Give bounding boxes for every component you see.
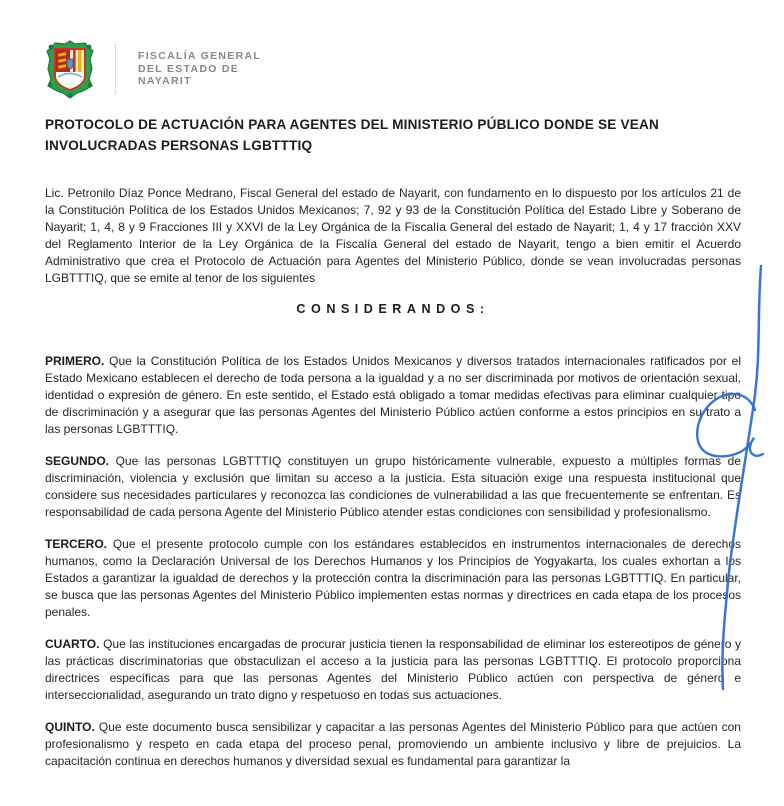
- considerando-quinto: [45, 719, 741, 770]
- considerando-quinto-text: Que este documento busca sensibilizar y capacitar a las personas Agentes del Ministerio Público para que actúen con profesionalismo y respeto en cada etapa del proceso penal, promoviendo un ambiente inclusivo y libre de prejuicios. La capacitación continua en derechos humanos y diversidad sexual es fundamental para garantizar la: [45, 720, 741, 768]
- considerando-cuarto: [45, 636, 741, 704]
- institution-name-line1: FISCALÍA GENERAL: [138, 50, 262, 63]
- nayarit-coat-of-arms-icon: [45, 39, 95, 99]
- document-header: [45, 38, 741, 100]
- considerando-cuarto-label: CUARTO.: [45, 637, 100, 651]
- institution-name: [138, 50, 261, 88]
- considerando-tercero-label: TERCERO.: [45, 537, 108, 551]
- section-heading-considerandos: CONSIDERANDOS:: [296, 302, 490, 316]
- considerando-primero: [45, 353, 741, 438]
- considerando-primero-text: Que la Constitución Política de los Estados Unidos Mexicanos y diversos tratados internacionales ratificados por el Estado Mexicano establecen el derecho de toda persona a la igualdad y a no ser discriminada por motivos de orientación sexual, identidad o expresión de género. En este sentido, el Estado está obligado a tomar medidas efectivas para eliminar cualquier tipo de discriminación y a asegurar que las personas Agentes del Ministerio Público actúen conforme a estos principios en su trato a las personas LGBTTTIQ.: [45, 354, 741, 436]
- considerandos-section: [45, 353, 741, 770]
- considerando-tercero-text: Que el presente protocolo cumple con los estándares establecidos en instrumentos internacionales de derechos humanos, como la Declaración Universal de los Derechos Humanos y los Principios de Yogyakarta, los cuales exhortan a los Estados a garantizar la igualdad de derechos y la protección contra la discriminación para las personas LGBTTTIQ. En particular, se busca que las personas Agentes del Ministerio Público implementen estas normas y directrices en cada etapa de los procesos penales.: [45, 537, 742, 619]
- considerando-segundo: [45, 453, 741, 521]
- header-divider: [115, 44, 116, 94]
- document-title: PROTOCOLO DE ACTUACIÓN PARA AGENTES DEL MINISTERIO PÚBLICO DONDE SE VEAN INVOLUCRADAS PERSONAS LGBTTTIQ: [45, 117, 660, 153]
- considerando-cuarto-text: Que las instituciones encargadas de procurar justicia tienen la responsabilidad de eliminar los estereotipos de género y las prácticas discriminatorias que obstaculizan el acceso a la justicia para las personas LGBTTTIQ. El protocolo proporciona directrices específicas para que las personas Agentes del Ministerio Público actúen con perspectiva de género e interseccionalidad, asegurando un trato digno y respetuoso en todas sus actuaciones.: [45, 637, 742, 702]
- considerando-primero-label: PRIMERO.: [45, 354, 105, 368]
- considerando-quinto-label: QUINTO.: [45, 720, 95, 734]
- intro-paragraph: Lic. Petronilo Díaz Ponce Medrano, Fiscal General del estado de Nayarit, con fundamento en lo dispuesto por los artículos 21 de la Constitución Política de los Estados Unidos Mexicanos; 7, 92 y 93 de la Constitución Política del Estado Libre y Soberano de Nayarit; 1, 4, 8 y 9 Fracciones III y XXVI de la Ley Orgánica de la Fiscalía General del estado de Nayarit; 1, 4 y 17 fracción XXV del Reglamento Interior de la Ley Orgánica de la Fiscalía General del estado de Nayarit, tengo a bien emitir el Acuerdo Administrativo que crea el Protocolo de Actuación para Agentes del Ministerio Público, donde se vean involucradas personas LGBTTTIQ, que se emite al tenor de los siguientes: [45, 186, 741, 285]
- considerando-segundo-text: Que las personas LGBTTTIQ constituyen un grupo históricamente vulnerable, expuesto a múltiples formas de discriminación, violencia y exclusión que limitan su acceso a la justicia. Esta situación exige una respuesta institucional que considere sus necesidades particulares y reconozca las condiciones de vulnerabilidad a las que frecuentemente se enfrentan. Es responsabilidad de cada persona Agente del Ministerio Público atender estas condiciones con sensibilidad y profesionalismo.: [45, 454, 741, 519]
- institution-name-line2: DEL ESTADO DE: [138, 62, 240, 75]
- considerando-segundo-label: SEGUNDO.: [45, 454, 110, 468]
- considerando-tercero: [45, 536, 741, 621]
- institution-name-line3: NAYARIT: [138, 75, 192, 88]
